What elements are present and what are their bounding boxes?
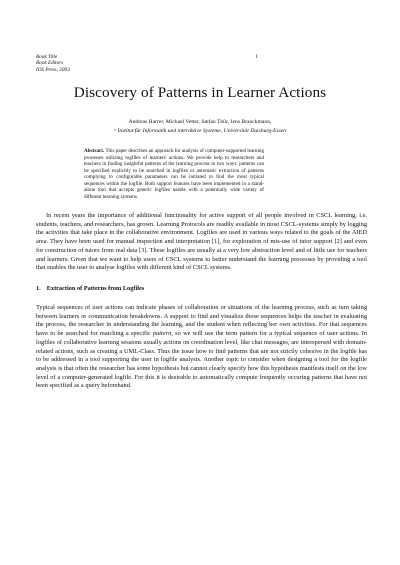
- section-number: 1.: [36, 285, 41, 292]
- author-list: Andreas Harrer, Michael Vetter, Stefan Thür, Jens Brauckmann,: [128, 119, 272, 125]
- intro-paragraph: In recent years the importance of additional functionality for active support of all people involved in CSCL learning, i.e. students, teachers, and researchers, has grown. Learning Protocols are readily available in most CSCL-systems simply by logging the activities that take place in the collaborative environment. Logfiles are used in various ways related to the goals of the AIED area. They have been used for manual inspection and interpretation [1], for exploration of mis-use of tutor support [2] and even for construction of tutors from real data [3]. These logfiles are usually at a very low abstraction level and of little use for teachers and learners. Given that we want to help users of CSCL systems to better understand the learning processes by providing a tool that enables the user to analyse logfiles with different kind of CSCL systems.: [36, 212, 367, 272]
- running-head: [36, 54, 70, 73]
- section-body-part2: , so we will use the term pattern for a typical sequence of user actions. In logfiles of collaborative learning sessions usually actions on coordination level, like chat messages, are interspersed with domain-related actions, such as creating a UML-Class. Thus the issue how to find patterns that are not strictly cohesive in the logfile has to be addressed in a tool supporting the user in logfile analysis. Another topic to consider when designing a tool for the logfile analysis is that often the researcher has some hypothesis but cannot clearly specify how this hypothesis manifests itself on the low level of a computer-generated logfile. For this it is desirable to automatically compute frequently occuring patterns that have not been specified as a query beforehand.: [36, 330, 367, 390]
- abstract-label: Abstract.: [84, 148, 105, 154]
- book-editors: Book Editors: [36, 60, 64, 67]
- publisher: IOS Press, 2003: [36, 66, 70, 73]
- affiliation: ᵃ Institut für Informatik und interaktive Systeme, Universität Duisburg-Essen: [113, 128, 287, 134]
- page-number: 1: [255, 54, 258, 60]
- section-body-emphasis: pattern: [152, 330, 172, 338]
- section-body-part1: Typical sequences of user actions can indicate phases of collaboration or situations of the learning process, such as turn taking between learners or communication breakdowns. A support to find and visualize those sequences helps the teacher in evaluating the process, the researcher in understanding the learning, and the student when reflecting her own activities. For that sequences have to be searched for matching a specific: [36, 304, 367, 338]
- book-title: Book Title: [36, 54, 58, 60]
- abstract-text: This paper describes an approach for analysis of computer-supported learning processes utilizing logfiles of learners' actions. We provide help to researchers and teachers in finding insightful patterns of the learning process in two ways: patterns can be specified explicitly to be searched in logfiles or automatic extraction of patterns complying to configurable parameters can be initiated to find the most typical sequences within the logfile. Both support features have been implemented in a stand-alone tool that accepts generic logfiles usable with a potentially wide variety of different learning systems.: [84, 148, 264, 200]
- paper-title: Discovery of Patterns in Learner Actions: [73, 84, 327, 101]
- section-title: Extraction of Patterns from Logfiles: [46, 285, 145, 292]
- section-body: [36, 304, 367, 391]
- section-heading: [36, 285, 144, 292]
- abstract: [84, 148, 264, 200]
